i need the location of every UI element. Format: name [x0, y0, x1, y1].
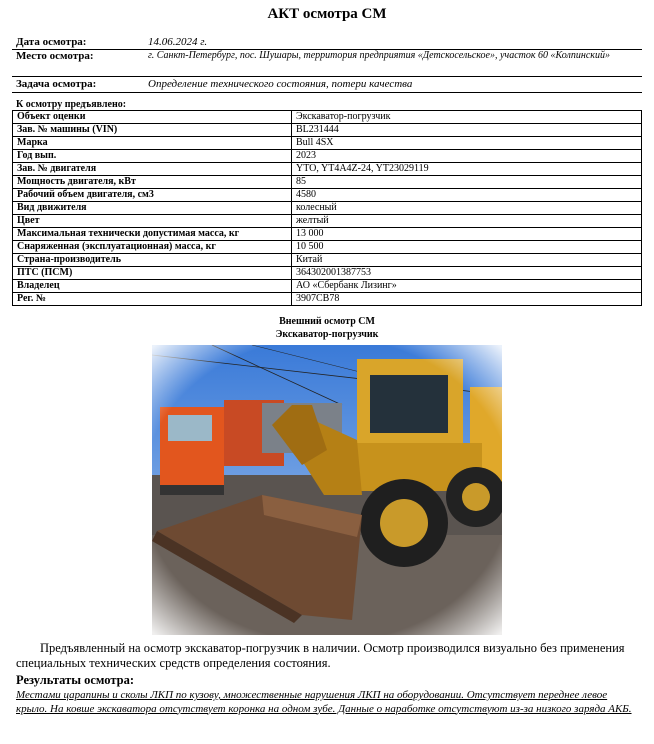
- spec-row: [13, 293, 642, 306]
- spec-label: Вид движителя: [13, 202, 292, 215]
- spec-value: колесный: [292, 202, 642, 215]
- spec-row: [13, 137, 642, 150]
- meta-task-value: Определение технического состояния, потери качества: [148, 78, 413, 90]
- spec-value: АО «Сбербанк Лизинг»: [292, 280, 642, 293]
- spec-row: [13, 267, 642, 280]
- spec-label: Снаряженная (эксплуатационная) масса, кг: [13, 241, 292, 254]
- meta-date-value: 14.06.2024 г.: [148, 36, 208, 48]
- spec-label: Марка: [13, 137, 292, 150]
- spec-table: [12, 110, 642, 306]
- spec-label: Мощность двигателя, кВт: [13, 176, 292, 189]
- spec-row: [13, 111, 642, 124]
- meta-task-row: [12, 78, 642, 90]
- spec-label: Рег. №: [13, 293, 292, 306]
- results-text: Местами царапины и сколы ЛКП по кузову, множественные нарушения ЛКП на оборудовании. Отсутствует переднее левое крыло. На ковше экскаватора отсутствует коронка на одном зубе. Данные о наработке отсутствуют из-за низкого заряда АКБ.: [16, 689, 632, 715]
- spec-row: [13, 124, 642, 137]
- spec-row: [13, 228, 642, 241]
- spec-label: Год вып.: [13, 150, 292, 163]
- excavator-photo: [152, 345, 502, 635]
- spec-row: [13, 189, 642, 202]
- spec-value: YTO, YT4A4Z-24, YT23029119: [292, 163, 642, 176]
- spec-value: 2023: [292, 150, 642, 163]
- photo-caption-line1: Внешний осмотр СМ: [279, 316, 375, 327]
- divider: [12, 76, 642, 77]
- spec-label: ПТС (ПСМ): [13, 267, 292, 280]
- spec-row: [13, 254, 642, 267]
- spec-row: [13, 150, 642, 163]
- spec-label: Цвет: [13, 215, 292, 228]
- meta-place-value: г. Санкт-Петербург, пос. Шушары, территория предприятия «Детскосельское», участок 60 «Колпинский»: [148, 50, 610, 61]
- spec-value: Экскаватор-погрузчик: [292, 111, 642, 124]
- spec-row: [13, 241, 642, 254]
- photo-caption-line2: Экскаватор-погрузчик: [275, 329, 379, 340]
- spec-row: [13, 163, 642, 176]
- spec-row: [13, 176, 642, 189]
- spec-label: Рабочий объем двигателя, см3: [13, 189, 292, 202]
- divider: [12, 92, 642, 93]
- presented-heading: К осмотру предъявлено:: [16, 99, 127, 110]
- spec-value: 364302001387753: [292, 267, 642, 280]
- spec-value: Китай: [292, 254, 642, 267]
- meta-place-row: [12, 50, 642, 62]
- spec-value: 10 500: [292, 241, 642, 254]
- document-title: АКТ осмотра СМ: [267, 6, 387, 22]
- meta-place-label: Место осмотра:: [16, 50, 94, 62]
- meta-task-label: Задача осмотра:: [16, 78, 97, 90]
- spec-label: Зав. № машины (VIN): [13, 124, 292, 137]
- spec-value: 13 000: [292, 228, 642, 241]
- inspection-paragraph: [16, 641, 638, 671]
- spec-label: Объект оценки: [13, 111, 292, 124]
- paragraph-text: Предъявленный на осмотр экскаватор-погрузчик в наличии. Осмотр производился визуально без применения специальных технических средств определения состояния.: [16, 641, 625, 670]
- results-heading: Результаты осмотра:: [16, 673, 134, 687]
- spec-row: [13, 215, 642, 228]
- spec-value: желтый: [292, 215, 642, 228]
- meta-date-label: Дата осмотра:: [16, 36, 87, 48]
- spec-row: [13, 280, 642, 293]
- spec-value: BL231444: [292, 124, 642, 137]
- spec-label: Страна-производитель: [13, 254, 292, 267]
- spec-row: [13, 202, 642, 215]
- spec-label: Максимальная технически допустимая масса, кг: [13, 228, 292, 241]
- spec-label: Владелец: [13, 280, 292, 293]
- spec-label: Зав. № двигателя: [13, 163, 292, 176]
- spec-value: Bull 4SX: [292, 137, 642, 150]
- spec-value: 3907СВ78: [292, 293, 642, 306]
- spec-value: 4580: [292, 189, 642, 202]
- spec-value: 85: [292, 176, 642, 189]
- meta-date-row: [12, 36, 642, 48]
